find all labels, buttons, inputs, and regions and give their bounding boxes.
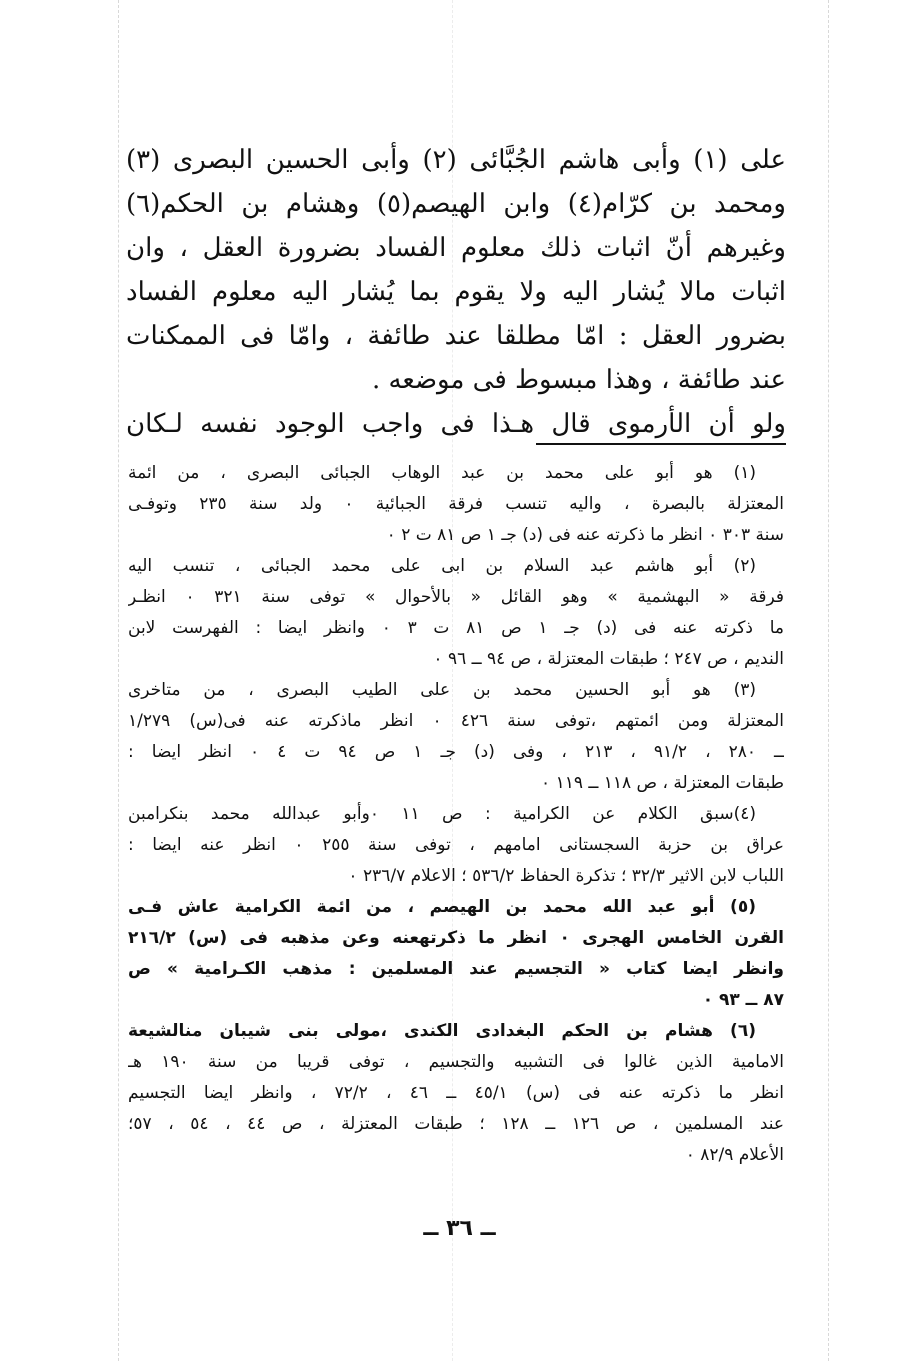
main-text-line: بضرور العقل : امّا مطلقا عند طائفة ، وامّا فى الممكنات: [126, 321, 786, 351]
footnote-3: [128, 675, 784, 799]
footnote-line: (١) هو أبو على محمد بن عبد الوهاب الجبائى البصرى ، من ائمة: [128, 463, 756, 483]
footnote-line: (٥) أبو عبد الله محمد بن الهيصم ، من ائمة الكرامية عاش فـى: [128, 897, 756, 917]
footnote-1: [128, 458, 784, 551]
footnote-4: [128, 799, 784, 892]
main-text-line: وغيرهم أنّ اثبات ذلك معلوم الفساد بضرورة العقل ، وان: [126, 233, 786, 263]
footnote-line: ما ذكرته عنه فى (د) جـ ١ ص ٨١ ت ٣ ٠ وانظر ايضا : الفهرست لابن: [128, 618, 784, 638]
scan-artifact-line: [118, 0, 119, 1361]
footnote-2: [128, 551, 784, 675]
footnote-line: (٤)سبق الكلام عن الكرامية : ص ١١ ٠وأبو عبدالله محمد بنكرامبن: [128, 804, 756, 824]
footnote-line: عراق بن حزبة السجستانى امامهم ، توفى سنة ٢٥٥ ٠ انظر عنه ايضا :: [128, 835, 784, 855]
main-text-line: على (١) وأبى هاشم الجُبَّائى (٢) وأبى الحسين البصرى (٣): [126, 145, 786, 175]
footnotes-block: [128, 458, 784, 1171]
footnote-line: المعتزلة بالبصرة ، واليه تنسب فرقة الجبائية ٠ ولد سنة ٢٣٥ وتوفـى: [128, 494, 784, 514]
footnote-line: انظر ما ذكرته عنه فى (س) ٤٥/١ ــ ٤٦ ، ٧٢/٢ ، وانظر ايضا التجسيم: [128, 1083, 784, 1103]
footnote-line: الأعلام ٨٢/٩ ٠: [685, 1145, 784, 1165]
scan-artifact-line: [828, 0, 829, 1361]
main-text-block: [126, 138, 786, 446]
footnote-separator: [536, 443, 786, 445]
footnote-line: عند المسلمين ، ص ١٢٦ ــ ١٢٨ ؛ طبقات المعتزلة ، ص ٤٤ ، ٥٤ ، ٥٧؛: [128, 1114, 784, 1134]
main-text-line: ولو أن الأرموى قال هـذا فى واجب الوجود نفسه لـكان: [126, 409, 786, 439]
footnote-line: (٣) هو أبو الحسين محمد بن على الطيب البصرى ، من متاخرى: [128, 680, 756, 700]
footnote-line: ــ ٢٨٠ ، ٩١/٢ ، ٢١٣ ، وفى (د) جـ ١ ص ٩٤ ت ٤ ٠ انظر ايضا :: [128, 742, 784, 762]
main-text-line: عند طائفة ، وهذا مبسوط فى موضعه .: [371, 365, 786, 395]
footnote-line: القرن الخامس الهجرى ٠ انظر ما ذكرتهعنه وعن مذهبه فى (س) ٢١٦/٢: [128, 928, 784, 948]
footnote-line: المعتزلة ومن ائمتهم ،توفى سنة ٤٢٦ ٠ انظر ماذكرته عنه فى(س) ١/٢٧٩: [128, 711, 784, 731]
footnote-line: (٦) هشام بن الحكم البغدادى الكندى ،مولى بنى شيبان منالشيعة: [128, 1021, 756, 1041]
page-number: ــ ٣٦ ــ: [423, 1216, 496, 1241]
main-text-line: ومحمد بن كرّام(٤) وابن الهيصم(٥) وهشام بن الحكم(٦): [126, 189, 786, 219]
main-text-line: اثبات مالا يُشار اليه ولا يقوم بما يُشار اليه معلوم الفساد: [126, 277, 786, 307]
footnote-line: وانظر ايضا كتاب « التجسيم عند المسلمين : مذهب الكـرامية » ص: [128, 959, 784, 979]
footnote-line: النديم ، ص ٢٤٧ ؛ طبقات المعتزلة ، ص ٩٤ ــ ٩٦ ٠: [433, 649, 784, 669]
footnote-line: اللباب لابن الاثير ٣٢/٣ ؛ تذكرة الحفاظ ٥٣٦/٢ ؛ الاعلام ٢٣٦/٧ ٠: [348, 866, 784, 886]
footnote-6: [128, 1016, 784, 1171]
footnote-line: (٢) أبو هاشم عبد السلام بن ابى على محمد الجبائى ، تنسب اليه: [128, 556, 756, 576]
footnote-line: سنة ٣٠٣ ٠ انظر ما ذكرته عنه فى (د) جـ ١ ص ٨١ ت ٢ ٠: [386, 525, 784, 545]
footnote-5: [128, 892, 784, 1016]
footnote-line: طبقات المعتزلة ، ص ١١٨ ــ ١١٩ ٠: [541, 773, 784, 793]
footnote-line: ٨٧ ــ ٩٣ ٠: [702, 990, 784, 1010]
footnote-line: الامامية الذين غالوا فى التشبيه والتجسيم ، توفى قريبا من سنة ١٩٠ هـ: [128, 1052, 784, 1072]
footnote-line: فرقة « البهشمية » وهو القائل « بالأحوال » توفى سنة ٣٢١ ٠ انظـر: [128, 587, 784, 607]
